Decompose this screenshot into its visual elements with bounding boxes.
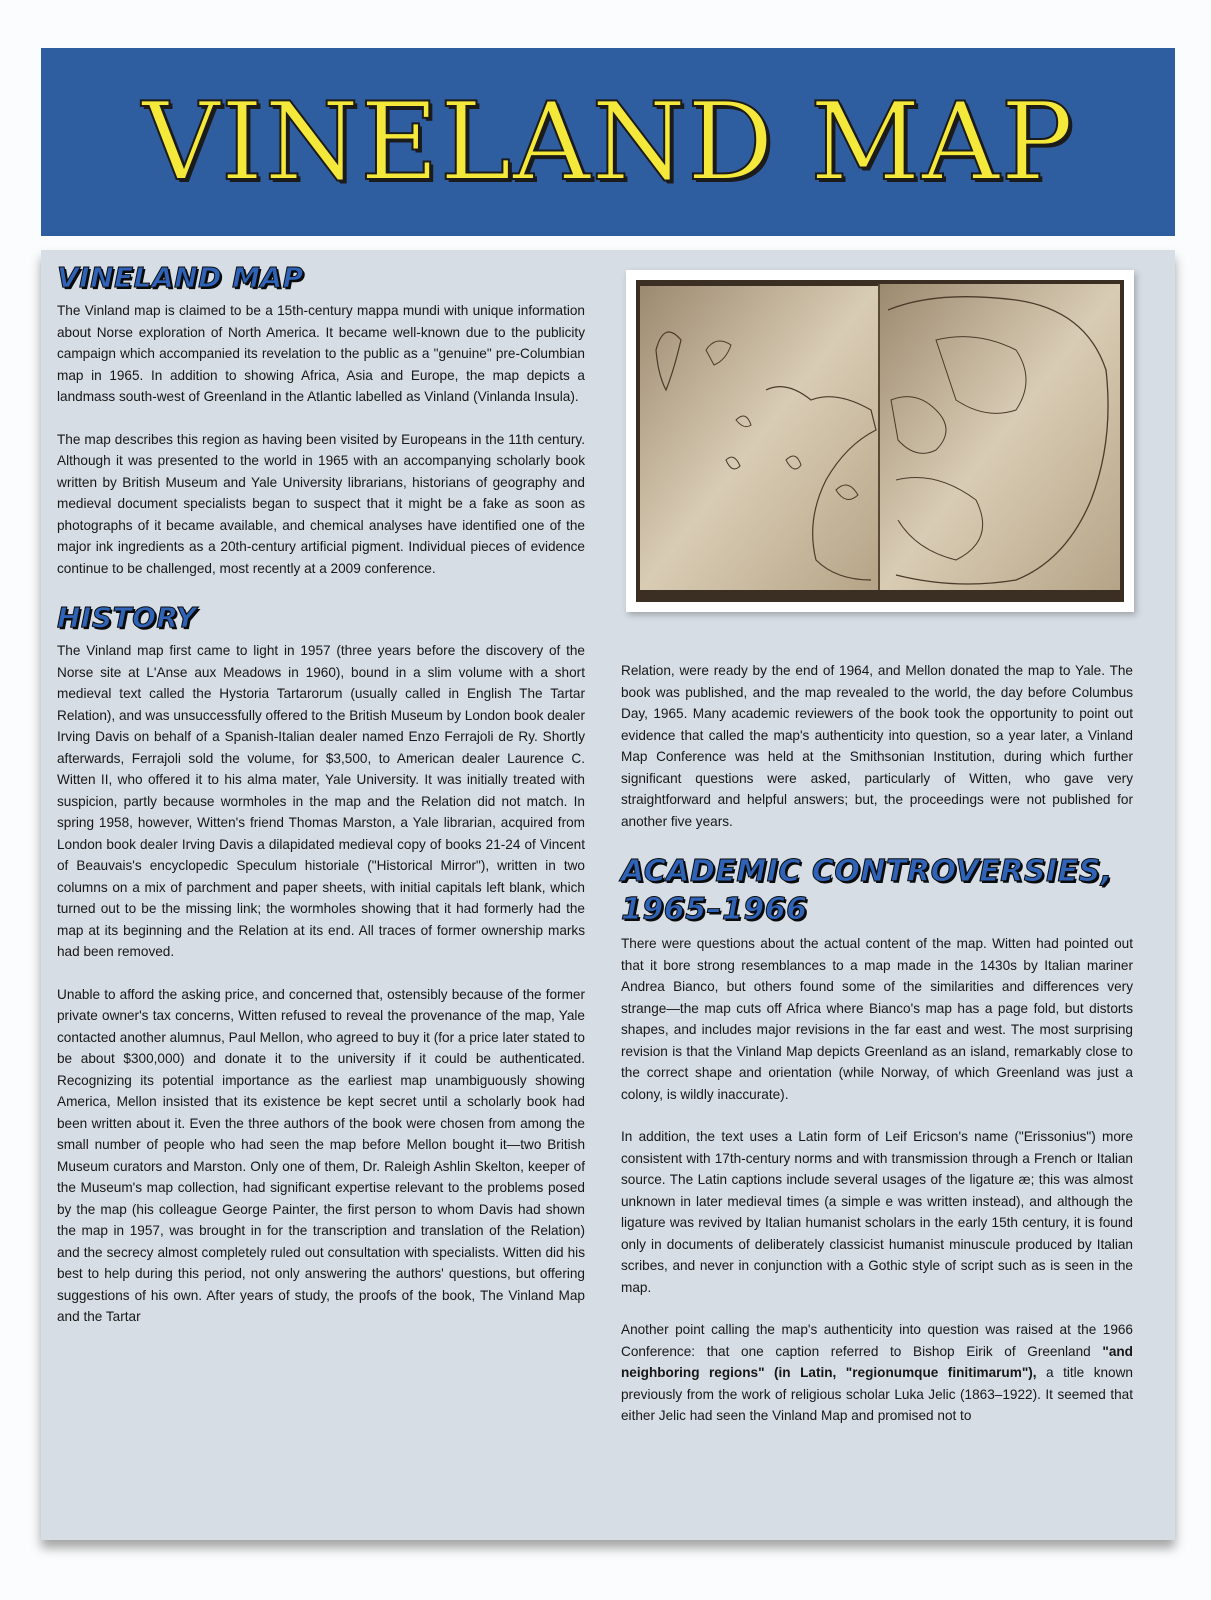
- title-banner: [41, 48, 1175, 236]
- paragraph: In addition, the text uses a Latin form of Leif Ericson's name ("Erissonius") more consistent with 17th-century norms and with transmission through a French or Italian source. The Latin captions include several usages of the ligature æ; this was almost unknown in later medieval times (a simple e was written instead), and although the ligature was revived by Italian humanist scholars in the early 15th century, it is found only in documents of deliberately classicist humanist minuscule produced by Italian scribes, and never in conjunction with a Gothic style of script such as is seen in the map.: [621, 1129, 1133, 1295]
- text-span: a title known previously from the work of religious scholar Luka Jelic (1863–1922). It seemed that either Jelic had seen the Vinland Map and promised not to: [621, 1365, 1133, 1423]
- section-heading-history: HISTORY: [57, 601, 197, 634]
- section-heading-academic-controversies: [621, 853, 1133, 929]
- paragraph: Unable to afford the asking price, and concerned that, ostensibly because of the former private owner's tax concerns, Witten refused to reveal the provenance of the map, Yale contacted another alumnus, Paul Mellon, who agreed to buy it (for a price later stated to be about $300,000) and donate it to the university if it could be authenticated. Recognizing its potential importance as the earliest map unambiguously showing America, Mellon insisted that its existence be kept secret until a scholarly book had been written about it. Even the three authors of the book were chosen from among the small number of people who had seen the map before Mellon bought it—two British Museum curators and Marston. Only one of them, Dr. Raleigh Ashlin Skelton, keeper of the Museum's map collection, had significant expertise relevant to the problems posed by the map (his colleague George Painter, the first person to whom Davis had shown the map in 1957, was brought in for the transcription and translation of the Relation) and the secrecy almost completely ruled out consultation with specialists. Witten did his best to help during this period, not only answering the authors' questions, but offering suggestions of his own. After years of study, the proofs of the book, The Vinland Map and the Tartar: [57, 986, 585, 1324]
- paragraph: [621, 1319, 1133, 1427]
- page-title: VINELAND MAP: [141, 79, 1075, 205]
- paragraph: The Vinland map is claimed to be a 15th-century mappa mundi with unique information about Norse exploration of North America. It became well-known due to the publicity campaign which accompanied its revelation to the public as a "genuine" pre-Columbian map in 1965. In addition to showing Africa, Asia and Europe, the map depicts a landmass south-west of Greenland in the Atlantic labelled as Vinland (Vinlanda Insula).: [57, 303, 585, 404]
- paragraph: The Vinland map first came to light in 1957 (three years before the discovery of the Norse site at L'Anse aux Meadows in 1960), bound in a slim volume with a short medieval text called the Hystoria Tartarorum (usually called in English The Tartar Relation), and was unsuccessfully offered to the British Museum by London book dealer Irving Davis on behalf of a Spanish-Italian dealer named Enzo Ferrajoli de Ry. Shortly afterwards, Ferrajoli sold the volume, for $3,500, to American dealer Laurence C. Witten II, who offered it to his alma mater, Yale University. It was initially treated with suspicion, partly because wormholes in the map and the Relation did not match. In spring 1958, however, Witten's friend Thomas Marston, a Yale librarian, acquired from London book dealer Irving Davis a dilapidated medieval copy of books 21-24 of Vincent of Beauvais's encyclopedic Speculum historiale ("Historical Mirror"), written in two columns on a mix of parchment and paper sheets, with initial capitals left blank, which turned out to be the missing link; the wormholes showing that it had formerly had the map at its beginning and the Relation at its end. All traces of former ownership marks had been removed.: [57, 643, 585, 959]
- paragraph: There were questions about the actual content of the map. Witten had pointed out that it bore strong resemblances to a map made in the 1430s by Italian mariner Andrea Bianco, but others found some of the similarities and differences very strange—the map cuts off Africa where Bianco's map has a page fold, but distorts shapes, and includes major revisions in the far east and west. The most surprising revision is that the Vinland Map depicts Greenland as an island, remarkably close to the correct shape and orientation (while Norway, of which Greenland was just a colony, is wildly inaccurate).: [621, 936, 1133, 1102]
- heading-line: 1965–1966: [621, 892, 808, 927]
- heading-line: ACADEMIC CONTROVERSIES,: [621, 854, 1113, 889]
- vinland-map-image: [636, 280, 1124, 602]
- paragraph: The map describes this region as having been visited by Europeans in the 11th century. Although it was presented to the world in 1965 with an accompanying scholarly book written by British Museum and Yale University librarians, historians of geography and medieval document specialists began to suspect that it might be a fake as soon as photographs of it became available, and chemical analyses have identified one of the major ink ingredients as a 20th-century artificial pigment. Individual pieces of evidence continue to be challenged, most recently at a 2009 conference.: [57, 431, 585, 576]
- text-span: Another point calling the map's authenticity into question was raised at the 1966 Conference: that one caption referred to Bishop Eirik of Greenland: [621, 1322, 1133, 1359]
- section-heading-vineland-map: VINELAND MAP: [57, 261, 304, 294]
- bold-text-span: "and neighboring regions" (in Latin, "regionumque finitimarum"),: [621, 1343, 1133, 1380]
- content-panel: [41, 250, 1175, 1540]
- paragraph: Relation, were ready by the end of 1964, and Mellon donated the map to Yale. The book was published, and the map revealed to the world, the day before Columbus Day, 1965. Many academic reviewers of the book took the opportunity to point out evidence that called the map's authenticity into question, so a year later, a Vinland Map Conference was held at the Smithsonian Institution, during which further significant questions were asked, particularly of Witten, who gave very straightforward and helpful answers; but, the proceedings were not published for another five years.: [621, 663, 1133, 829]
- map-photo-frame: [626, 270, 1134, 612]
- right-column: [621, 660, 1133, 1448]
- left-column: [57, 260, 585, 1349]
